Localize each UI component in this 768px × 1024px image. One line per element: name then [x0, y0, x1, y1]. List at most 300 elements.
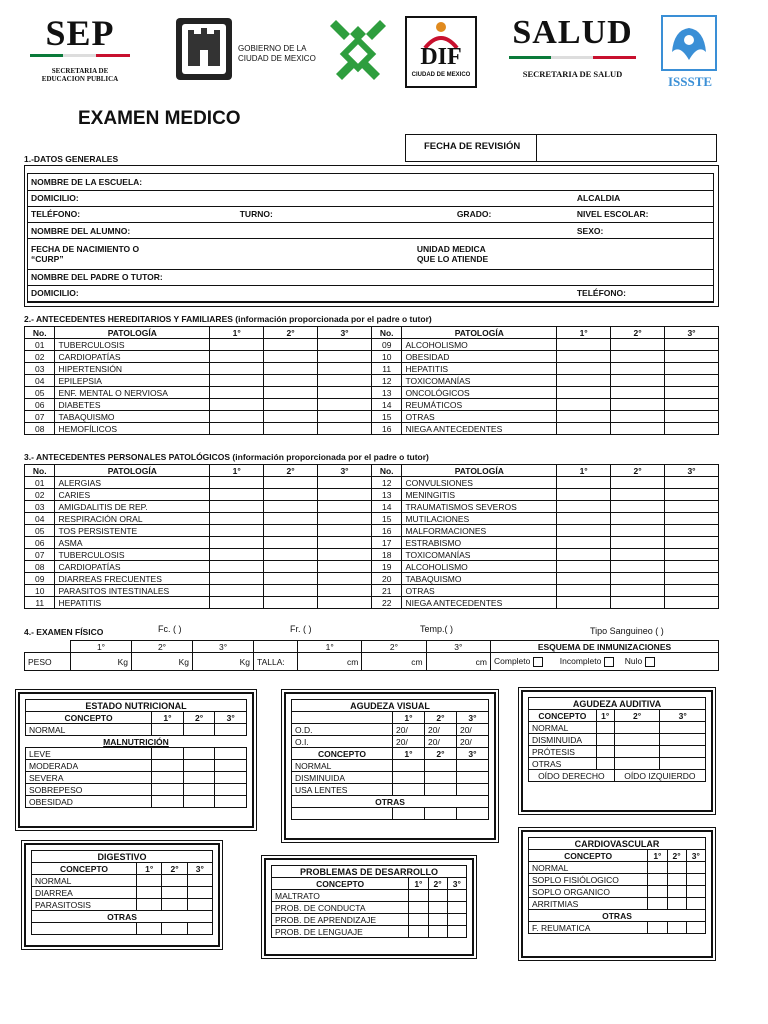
digestivo-title: DIGESTIVO	[31, 850, 213, 862]
vis-row-3: USA LENTES	[292, 784, 393, 796]
s3-right-cell-3[interactable]	[665, 525, 719, 537]
s3-right-patologia: TABAQUISMO	[402, 573, 557, 585]
s3-right-cell-3[interactable]	[665, 597, 719, 609]
nutricional-table	[25, 711, 247, 808]
s3-left-patologia: CARDIOPATÍAS	[55, 561, 210, 573]
nut-h3: 3°	[215, 712, 247, 724]
nulo-checkbox[interactable]	[645, 657, 655, 667]
s3-right-cell-1[interactable]	[557, 513, 611, 525]
s3-header-0-1: PATOLOGÍA	[55, 465, 210, 477]
desarrollo-title: PROBLEMAS DE DESARROLLO	[271, 865, 467, 877]
tipo-sanguineo-label: Tipo Sanguineo ( )	[590, 626, 664, 636]
s3-left-cell-3[interactable]	[318, 489, 372, 501]
s3-left-no: 10	[25, 585, 55, 597]
fc-label: Fc. ( )	[158, 624, 182, 634]
s2-right-cell-1[interactable]	[557, 387, 611, 399]
examen-fisico-table-wrap	[24, 640, 719, 671]
s2-right-cell-3[interactable]	[665, 423, 719, 435]
ef-peso-h1: 1°	[71, 641, 132, 653]
s3-right-cell-2[interactable]	[611, 537, 665, 549]
s3-left-cell-3[interactable]	[318, 513, 372, 525]
s3-right-cell-2[interactable]	[611, 489, 665, 501]
s3-left-cell-1[interactable]	[210, 513, 264, 525]
s2-right-no: 11	[371, 363, 401, 375]
hereditarios-table	[24, 326, 719, 435]
ef-talla-h2: 2°	[362, 641, 426, 653]
sep-logo-name: SEP	[45, 13, 115, 53]
vis-h3b: 3°	[456, 748, 488, 760]
s2-left-cell-1[interactable]	[210, 411, 264, 423]
s3-left-no: 04	[25, 513, 55, 525]
s2-left-cell-2[interactable]	[264, 375, 318, 387]
s2-right-patologia: ONCOLÓGICOS	[402, 387, 557, 399]
vis-row-1: NORMAL	[292, 760, 393, 772]
peso-kg-2: Kg	[132, 653, 193, 671]
s2-left-patologia: TUBERCULOSIS	[55, 339, 210, 351]
salud-logo	[505, 14, 640, 90]
s3-right-cell-3[interactable]	[665, 549, 719, 561]
s2-right-cell-3[interactable]	[665, 375, 719, 387]
s2-header-0-2: 1°	[210, 327, 264, 339]
incompleto-label: Incompleto	[559, 656, 602, 667]
s2-left-no: 07	[25, 411, 55, 423]
s3-right-cell-2[interactable]	[611, 585, 665, 597]
s3-header-0-3: 2°	[264, 465, 318, 477]
nut-h2: 2°	[183, 712, 215, 724]
s3-left-patologia: RESPIRACIÓN ORAL	[55, 513, 210, 525]
s2-left-cell-1[interactable]	[210, 363, 264, 375]
datos-generales-table	[28, 174, 713, 302]
s2-right-cell-1[interactable]	[557, 363, 611, 375]
s3-left-cell-2[interactable]	[264, 501, 318, 513]
s3-left-cell-3[interactable]	[318, 561, 372, 573]
nut-normal: NORMAL	[26, 724, 152, 736]
s2-right-patologia: TOXICOMANÍAS	[402, 375, 557, 387]
salud-logo-stripe	[509, 56, 636, 59]
s3-right-cell-3[interactable]	[665, 537, 719, 549]
aud-row-2: DISMINUIDA	[529, 734, 597, 746]
aud-row-3: PRÓTESIS	[529, 746, 597, 758]
s3-left-cell-2[interactable]	[264, 537, 318, 549]
vis-h1b: 1°	[393, 748, 425, 760]
aud-concepto: CONCEPTO	[529, 710, 597, 722]
s2-left-cell-2[interactable]	[264, 387, 318, 399]
s2-right-cell-1[interactable]	[557, 411, 611, 423]
s3-right-patologia: MUTILACIONES	[402, 513, 557, 525]
dig-h3: 3°	[187, 863, 212, 875]
s2-right-cell-1[interactable]	[557, 351, 611, 363]
s2-right-cell-1[interactable]	[557, 339, 611, 351]
dig-row-3: PARASITOSIS	[32, 899, 137, 911]
s2-left-cell-3[interactable]	[318, 375, 372, 387]
grado-label: GRADO:	[456, 209, 492, 220]
s2-left-cell-3[interactable]	[318, 411, 372, 423]
digestivo-box	[24, 843, 220, 947]
nutricional-title: ESTADO NUTRICIONAL	[25, 699, 247, 711]
nut-concepto: CONCEPTO	[26, 712, 152, 724]
s3-left-cell-1[interactable]	[210, 477, 264, 489]
s3-left-no: 07	[25, 549, 55, 561]
dig-h1: 1°	[137, 863, 162, 875]
aud-row-1: NORMAL	[529, 722, 597, 734]
s2-right-cell-1[interactable]	[557, 375, 611, 387]
s3-right-no: 21	[371, 585, 401, 597]
nut-malnutricion: MALNUTRICIÓN	[26, 736, 247, 748]
ef-peso-h3: 3°	[193, 641, 254, 653]
vis-otras: OTRAS	[292, 796, 489, 808]
turno-label: TURNO:	[239, 209, 273, 220]
s3-left-cell-2[interactable]	[264, 489, 318, 501]
s2-right-patologia: NIEGA ANTECEDENTES	[402, 423, 557, 435]
s2-right-cell-2[interactable]	[611, 363, 665, 375]
s3-left-cell-1[interactable]	[210, 525, 264, 537]
vis-oi-2: 20/	[424, 736, 456, 748]
s2-left-patologia: HEMOFÍLICOS	[55, 423, 210, 435]
aud-oido-derecho: OÍDO DERECHO	[529, 770, 615, 782]
ef-talla-h3: 3°	[426, 641, 490, 653]
cardio-table	[528, 849, 706, 934]
cardio-title: CARDIOVASCULAR	[528, 837, 706, 849]
s3-header-0-0: No.	[25, 465, 55, 477]
car-row-2: SOPLO FISIÓLOGICO	[529, 874, 648, 886]
vis-h1: 1°	[393, 712, 425, 724]
s3-right-cell-3[interactable]	[665, 573, 719, 585]
s3-left-cell-3[interactable]	[318, 525, 372, 537]
escuela-label: NOMBRE DE LA ESCUELA:	[31, 176, 143, 187]
s3-right-cell-1[interactable]	[557, 549, 611, 561]
fecha-revision-label: FECHA DE REVISIÓN	[424, 141, 521, 152]
s2-right-cell-2[interactable]	[611, 411, 665, 423]
s3-right-cell-3[interactable]	[665, 585, 719, 597]
s3-left-cell-2[interactable]	[264, 573, 318, 585]
s3-right-cell-3[interactable]	[665, 501, 719, 513]
s3-right-cell-1[interactable]	[557, 525, 611, 537]
s2-header-1-2: 1°	[557, 327, 611, 339]
desarrollo-table	[271, 877, 467, 938]
s3-left-cell-1[interactable]	[210, 585, 264, 597]
s3-left-cell-1[interactable]	[210, 489, 264, 501]
s3-left-cell-2[interactable]	[264, 513, 318, 525]
s3-left-cell-1[interactable]	[210, 549, 264, 561]
car-h1: 1°	[648, 850, 667, 862]
s2-right-no: 14	[371, 399, 401, 411]
s2-header-0-0: No.	[25, 327, 55, 339]
s2-left-cell-2[interactable]	[264, 363, 318, 375]
s2-left-cell-1[interactable]	[210, 387, 264, 399]
examen-fisico-table	[24, 640, 719, 671]
aud-h1: 1°	[596, 710, 614, 722]
esquema-label: ESQUEMA DE INMUNIZACIONES	[491, 641, 719, 653]
s2-left-cell-1[interactable]	[210, 423, 264, 435]
salud-logo-name: SALUD	[512, 14, 633, 51]
s3-right-cell-1[interactable]	[557, 561, 611, 573]
s3-right-patologia: TOXICOMANÍAS	[402, 549, 557, 561]
sep-logo-sub2: EDUCACION PUBLICA	[41, 75, 119, 83]
s2-left-cell-2[interactable]	[264, 351, 318, 363]
ef-blank-2	[254, 641, 298, 653]
nivel-label: NIVEL ESCOLAR:	[576, 209, 649, 220]
s2-left-no: 05	[25, 387, 55, 399]
hereditarios-table-wrap	[24, 326, 719, 435]
nut-row-2: MODERADA	[26, 760, 152, 772]
s3-left-cell-1[interactable]	[210, 537, 264, 549]
vis-h2: 2°	[424, 712, 456, 724]
s2-header-1-3: 2°	[611, 327, 665, 339]
s3-left-cell-1[interactable]	[210, 561, 264, 573]
s2-right-cell-2[interactable]	[611, 387, 665, 399]
dif-logo	[405, 16, 477, 88]
s3-right-no: 20	[371, 573, 401, 585]
s2-right-cell-3[interactable]	[665, 339, 719, 351]
s3-left-patologia: DIARREAS FRECUENTES	[55, 573, 210, 585]
sexo-label: SEXO:	[576, 225, 604, 236]
s2-left-no: 01	[25, 339, 55, 351]
s3-right-cell-2[interactable]	[611, 549, 665, 561]
dig-row-1: NORMAL	[32, 875, 137, 887]
s2-left-patologia: HIPERTENSIÓN	[55, 363, 210, 375]
s3-right-cell-2[interactable]	[611, 477, 665, 489]
nacimiento-label-1: FECHA DE NACIMIENTO O	[31, 243, 140, 254]
car-row-3: SOPLO ORGANICO	[529, 886, 648, 898]
incompleto-checkbox[interactable]	[604, 657, 614, 667]
s3-left-patologia: HEPATITIS	[55, 597, 210, 609]
s2-left-cell-2[interactable]	[264, 411, 318, 423]
dig-h2: 2°	[162, 863, 187, 875]
ef-peso-h2: 2°	[132, 641, 193, 653]
vis-od-3: 20/	[456, 724, 488, 736]
s2-left-cell-3[interactable]	[318, 399, 372, 411]
s3-right-cell-2[interactable]	[611, 513, 665, 525]
s3-left-no: 03	[25, 501, 55, 513]
des-row-2: PROB. DE CONDUCTA	[272, 902, 409, 914]
s2-right-cell-2[interactable]	[611, 339, 665, 351]
s2-left-cell-2[interactable]	[264, 399, 318, 411]
s2-left-cell-1[interactable]	[210, 399, 264, 411]
s3-left-cell-2[interactable]	[264, 549, 318, 561]
s2-left-cell-1[interactable]	[210, 351, 264, 363]
des-row-3: PROB. DE APRENDIZAJE	[272, 914, 409, 926]
s3-left-cell-3[interactable]	[318, 501, 372, 513]
s2-left-cell-3[interactable]	[318, 339, 372, 351]
s3-header-0-2: 1°	[210, 465, 264, 477]
s2-left-cell-2[interactable]	[264, 423, 318, 435]
s2-header-1-4: 3°	[665, 327, 719, 339]
s3-right-cell-2[interactable]	[611, 573, 665, 585]
s3-left-cell-3[interactable]	[318, 477, 372, 489]
domicilio2-label: DOMICILIO:	[31, 288, 79, 299]
s3-left-cell-1[interactable]	[210, 573, 264, 585]
s3-right-patologia: MENINGITIS	[402, 489, 557, 501]
vis-h2b: 2°	[424, 748, 456, 760]
s3-right-patologia: OTRAS	[402, 585, 557, 597]
auditiva-table	[528, 709, 706, 782]
nut-row-4: SOBREPESO	[26, 784, 152, 796]
s2-left-no: 03	[25, 363, 55, 375]
s3-right-cell-1[interactable]	[557, 597, 611, 609]
vis-od: O.D.	[292, 724, 393, 736]
s2-left-cell-3[interactable]	[318, 423, 372, 435]
s2-right-cell-3[interactable]	[665, 411, 719, 423]
s2-header-0-1: PATOLOGÍA	[55, 327, 210, 339]
s2-right-cell-2[interactable]	[611, 399, 665, 411]
s3-left-cell-3[interactable]	[318, 549, 372, 561]
car-fr: F. REUMATICA	[529, 922, 648, 934]
s2-header-1-0: No.	[371, 327, 401, 339]
padre-label: NOMBRE DEL PADRE O TUTOR:	[31, 272, 163, 283]
s3-right-cell-2[interactable]	[611, 525, 665, 537]
nulo-label: Nulo	[624, 656, 643, 667]
s3-left-cell-2[interactable]	[264, 585, 318, 597]
s2-left-cell-3[interactable]	[318, 387, 372, 399]
vis-oi: O.I.	[292, 736, 393, 748]
s3-left-cell-1[interactable]	[210, 501, 264, 513]
sep-logo	[20, 14, 140, 94]
s2-left-patologia: DIABETES	[55, 399, 210, 411]
temp-label: Temp.( )	[420, 624, 454, 634]
alcaldia-label: ALCALDIA	[576, 193, 621, 204]
s3-right-cell-2[interactable]	[611, 561, 665, 573]
dig-concepto: CONCEPTO	[32, 863, 137, 875]
des-h3: 3°	[447, 878, 466, 890]
s3-left-patologia: ASMA	[55, 537, 210, 549]
s3-left-cell-3[interactable]	[318, 573, 372, 585]
vis-od-2: 20/	[424, 724, 456, 736]
completo-label: Completo	[494, 656, 531, 667]
fecha-revision-box	[405, 134, 717, 162]
s3-right-no: 18	[371, 549, 401, 561]
s2-right-no: 13	[371, 387, 401, 399]
s3-left-cell-3[interactable]	[318, 597, 372, 609]
telefono2-label: TELÉFONO:	[576, 288, 626, 299]
s3-right-cell-3[interactable]	[665, 477, 719, 489]
s2-right-cell-2[interactable]	[611, 423, 665, 435]
s3-right-cell-1[interactable]	[557, 489, 611, 501]
s2-right-patologia: OBESIDAD	[402, 351, 557, 363]
vis-concepto: CONCEPTO	[292, 748, 393, 760]
digestivo-table	[31, 862, 213, 935]
s2-left-cell-1[interactable]	[210, 375, 264, 387]
unidad-label-2: QUE LO ATIENDE	[416, 253, 489, 264]
aud-h2: 2°	[614, 710, 660, 722]
s2-left-cell-3[interactable]	[318, 351, 372, 363]
s3-right-cell-3[interactable]	[665, 513, 719, 525]
s2-right-no: 12	[371, 375, 401, 387]
sep-logo-sub1: SECRETARIA DE	[51, 67, 109, 75]
salud-logo-sub: SECRETARIA DE SALUD	[522, 69, 623, 79]
s3-right-no: 19	[371, 561, 401, 573]
datos-generales-inner	[27, 173, 714, 303]
s3-right-cell-1[interactable]	[557, 477, 611, 489]
s3-right-patologia: NIEGA ANTECEDENTES	[402, 597, 557, 609]
vis-h3: 3°	[456, 712, 488, 724]
aud-oido-izquierdo: OÍDO IZQUIERDO	[614, 770, 705, 782]
s3-left-no: 02	[25, 489, 55, 501]
peso-kg-1: Kg	[71, 653, 132, 671]
inmunizaciones-options	[491, 653, 719, 671]
car-h2: 2°	[667, 850, 686, 862]
s3-right-cell-1[interactable]	[557, 585, 611, 597]
talla-cm-3: cm	[426, 653, 490, 671]
s2-left-no: 04	[25, 375, 55, 387]
s2-left-no: 02	[25, 351, 55, 363]
s2-left-no: 06	[25, 399, 55, 411]
s3-header-1-3: 2°	[611, 465, 665, 477]
s2-right-cell-1[interactable]	[557, 399, 611, 411]
fr-label: Fr. ( )	[290, 624, 312, 634]
s3-right-patologia: ALCOHOLISMO	[402, 561, 557, 573]
s3-left-cell-2[interactable]	[264, 525, 318, 537]
s3-left-cell-2[interactable]	[264, 597, 318, 609]
visual-title: AGUDEZA VISUAL	[291, 699, 489, 711]
s2-right-cell-2[interactable]	[611, 375, 665, 387]
s3-right-patologia: ESTRABISMO	[402, 537, 557, 549]
s3-right-patologia: CONVULSIONES	[402, 477, 557, 489]
s3-left-cell-2[interactable]	[264, 561, 318, 573]
unidad-label-1: UNIDAD MEDICA	[416, 243, 486, 254]
page-title: EXAMEN MEDICO	[78, 108, 241, 129]
s2-right-cell-3[interactable]	[665, 363, 719, 375]
s2-left-cell-3[interactable]	[318, 363, 372, 375]
s3-left-patologia: PARASITOS INTESTINALES	[55, 585, 210, 597]
datos-generales-box	[24, 165, 719, 307]
s2-right-no: 10	[371, 351, 401, 363]
s3-left-cell-1[interactable]	[210, 597, 264, 609]
des-h1: 1°	[409, 878, 428, 890]
s3-left-no: 09	[25, 573, 55, 585]
s3-left-no: 11	[25, 597, 55, 609]
s3-header-0-4: 3°	[318, 465, 372, 477]
s3-left-cell-2[interactable]	[264, 477, 318, 489]
s3-right-cell-2[interactable]	[611, 501, 665, 513]
s2-right-cell-3[interactable]	[665, 351, 719, 363]
s3-left-cell-3[interactable]	[318, 585, 372, 597]
completo-checkbox[interactable]	[533, 657, 543, 667]
s2-left-cell-1[interactable]	[210, 339, 264, 351]
desarrollo-box	[264, 858, 474, 956]
agudeza-visual-box	[284, 692, 496, 840]
s3-left-cell-3[interactable]	[318, 537, 372, 549]
agudeza-auditiva-box	[521, 690, 713, 812]
s3-right-cell-1[interactable]	[557, 537, 611, 549]
s3-right-cell-3[interactable]	[665, 489, 719, 501]
fecha-revision-divider	[536, 135, 537, 161]
s3-left-patologia: ALERGIAS	[55, 477, 210, 489]
s3-left-no: 05	[25, 525, 55, 537]
s2-header-0-3: 2°	[264, 327, 318, 339]
s3-right-cell-3[interactable]	[665, 561, 719, 573]
s3-right-cell-1[interactable]	[557, 501, 611, 513]
cdmx-logo	[174, 16, 324, 82]
dif-logo-name: DIF	[420, 44, 462, 70]
sep-logo-stripe	[30, 54, 130, 57]
s2-right-cell-2[interactable]	[611, 351, 665, 363]
s3-right-no: 17	[371, 537, 401, 549]
s3-header-1-0: No.	[371, 465, 401, 477]
s2-right-cell-1[interactable]	[557, 423, 611, 435]
s2-right-cell-3[interactable]	[665, 387, 719, 399]
s3-right-cell-2[interactable]	[611, 597, 665, 609]
s2-right-cell-3[interactable]	[665, 399, 719, 411]
auditiva-title: AGUDEZA AUDITIVA	[528, 697, 706, 709]
nut-row-1: LEVE	[26, 748, 152, 760]
ef-blank	[25, 641, 71, 653]
vis-oi-3: 20/	[456, 736, 488, 748]
vis-od-1: 20/	[393, 724, 425, 736]
s3-header-1-1: PATOLOGÍA	[402, 465, 557, 477]
s2-left-cell-2[interactable]	[264, 339, 318, 351]
s3-left-no: 01	[25, 477, 55, 489]
s3-right-cell-1[interactable]	[557, 573, 611, 585]
